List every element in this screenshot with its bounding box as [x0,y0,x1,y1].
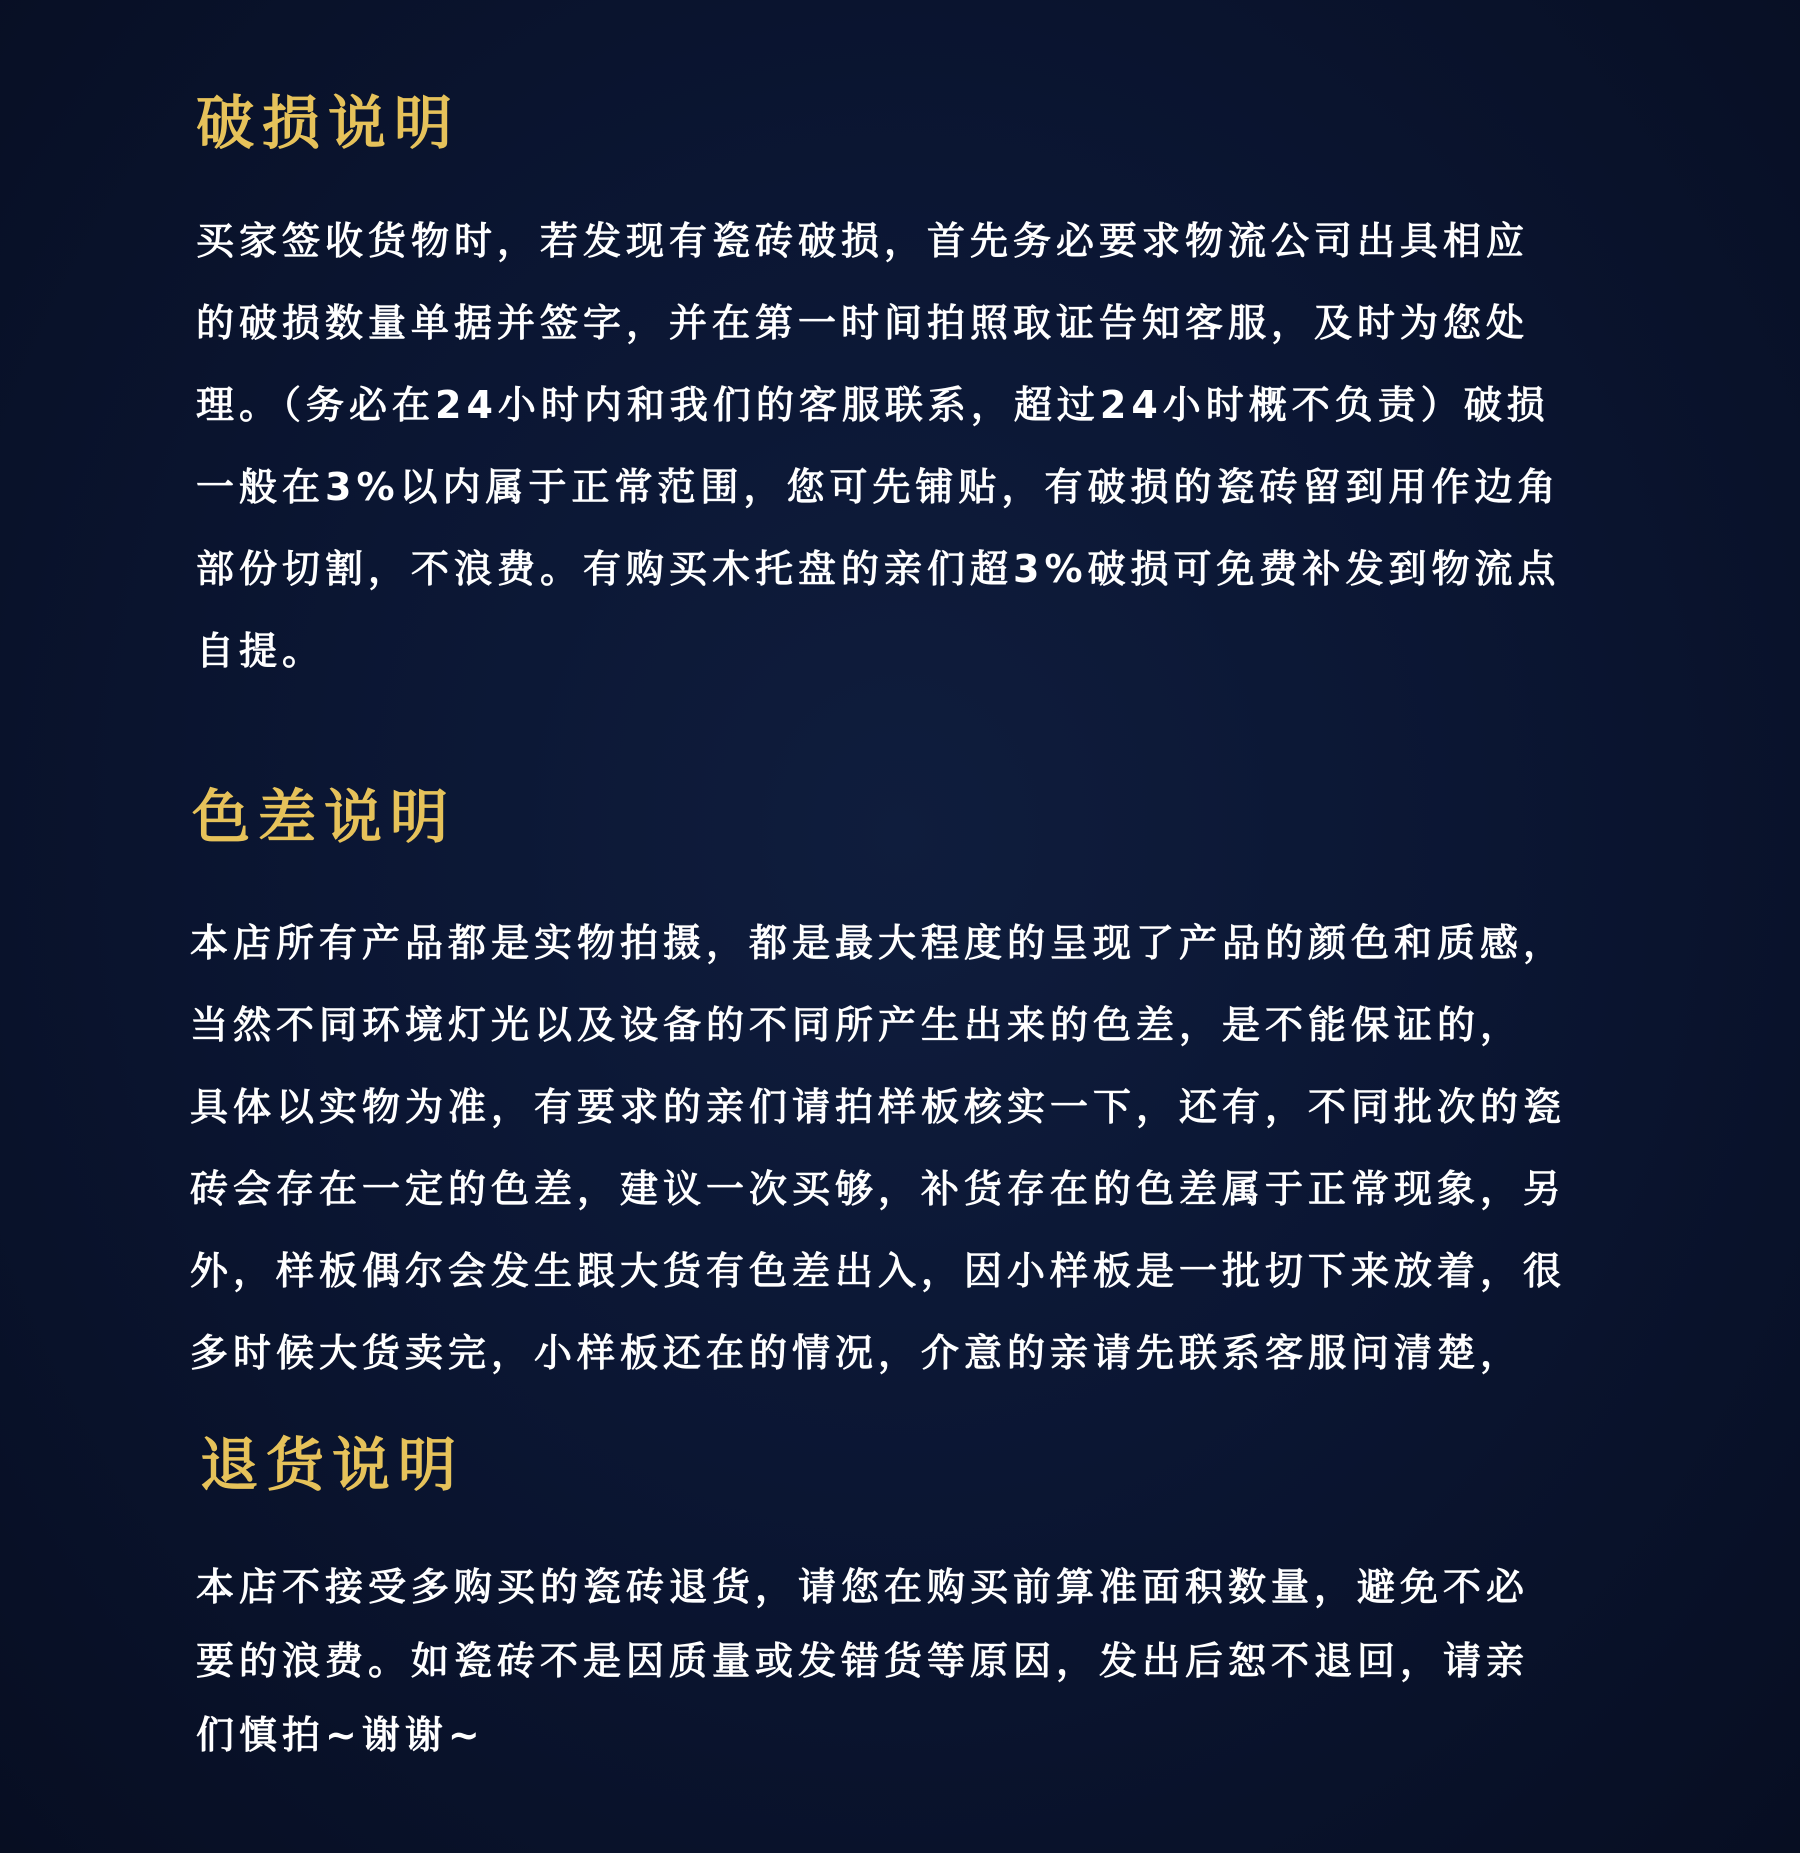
text-line: 自提。 [196,629,326,673]
returns-heading: 退货说明 [200,1431,465,1499]
color-difference-heading: 色差说明 [192,783,457,851]
text-line: 买家签收货物时，若发现有瓷砖破损，首先务必要求物流公司出具相应 [196,219,1530,263]
color-difference-text [190,902,1566,1394]
text-line: 本店不接受多购买的瓷砖退货，请您在购买前算准面积数量，避免不必 [196,1565,1530,1609]
text-line: 的破损数量单据并签字，并在第一时间拍照取证告知客服，及时为您处 [196,301,1530,345]
returns-text [196,1550,1529,1772]
text-line: 当然不同环境灯光以及设备的不同所产生出来的色差，是不能保证的， [190,1003,1524,1047]
damage-text [196,200,1561,692]
text-line: 一般在3%以内属于正常范围，您可先铺贴，有破损的瓷砖留到用作边角 [196,465,1561,509]
damage-heading: 破损说明 [196,89,461,157]
text-line: 具体以实物为准，有要求的亲们请拍样板核实一下，还有，不同批次的瓷 [190,1085,1567,1129]
text-line: 部份切割，不浪费。有购买木托盘的亲们超3%破损可免费补发到物流点 [196,547,1561,591]
text-line: 理。（务必在24小时内和我们的客服联系，超过24小时概不负责）破损 [196,383,1550,427]
text-line: 外，样板偶尔会发生跟大货有色差出入，因小样板是一批切下来放着，很 [190,1249,1567,1293]
text-line: 本店所有产品都是实物拍摄，都是最大程度的呈现了产品的颜色和质感， [190,921,1567,965]
text-line: 多时候大货卖完，小样板还在的情况，介意的亲请先联系客服问清楚， [190,1331,1524,1375]
text-line: 要的浪费。如瓷砖不是因质量或发错货等原因，发出后恕不退回，请亲 [196,1639,1530,1683]
text-line: 砖会存在一定的色差，建议一次买够，补货存在的色差属于正常现象，另 [190,1167,1567,1211]
text-line: 们慎拍~谢谢~ [196,1713,485,1757]
